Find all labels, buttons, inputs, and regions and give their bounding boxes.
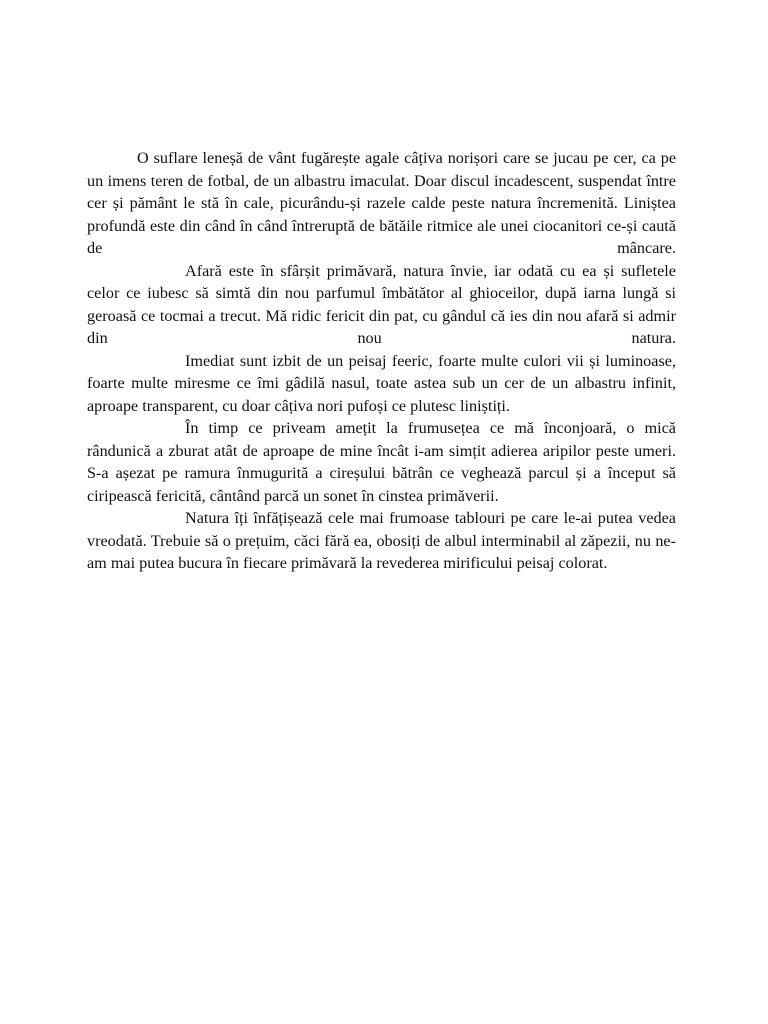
paragraph-2: Afară este în sfârșit primăvară, natura învie, iar odată cu ea și sufletele celor ce iubesc să simtă din nou parfumul îmbătător al ghioceilor, după iarna lungă si geroasă ce tocmai a trecut. Mă ridic fericit din pat, cu gândul că ies din nou afară si admir din nou natura. bbox=[87, 261, 676, 347]
paragraph-5: Natura îți înfățișează cele mai frumoase tablouri pe care le-ai putea vedea vreodată. Trebuie să o prețuim, căci fără ea, obosiți de albul interminabil al zăpezii, nu ne-am mai putea bucura în fiecare primăvară la revederea mirificului peisaj colorat. bbox=[87, 509, 676, 572]
document-body bbox=[87, 147, 676, 575]
paragraph-4: În timp ce priveam amețit la frumusețea ce mă înconjoară, o mică rândunică a zburat atât de aproape de mine încât i-am simțit adierea aripilor peste umeri. S-a așezat pe ramura înmugurită a cireșului bătrân ce veghează parcul și a început să ciripească fericită, cântând parcă un sonet în cinstea primăverii. bbox=[87, 419, 676, 505]
paragraph-1: O suflare leneșă de vânt fugărește agale câțiva norișori care se jucau pe cer, ca pe un imens teren de fotbal, de un albastru imaculat. Doar discul incadescent, suspendat între cer și pământ le stă în cale, picurându-și razele calde peste natura încremenită. Liniștea profundă este din când în când întreruptă de bătăile ritmice ale unei ciocanitori ce-și caută de mâncare. bbox=[87, 149, 676, 257]
paragraph-3: Imediat sunt izbit de un peisaj feeric, foarte multe culori vii și luminoase, foarte multe miresme ce îmi gâdilă nasul, toate astea sub un cer de un albastru infinit, aproape transparent, cu doar câțiva nori pufoși ce plutesc liniștiți. bbox=[87, 351, 676, 415]
